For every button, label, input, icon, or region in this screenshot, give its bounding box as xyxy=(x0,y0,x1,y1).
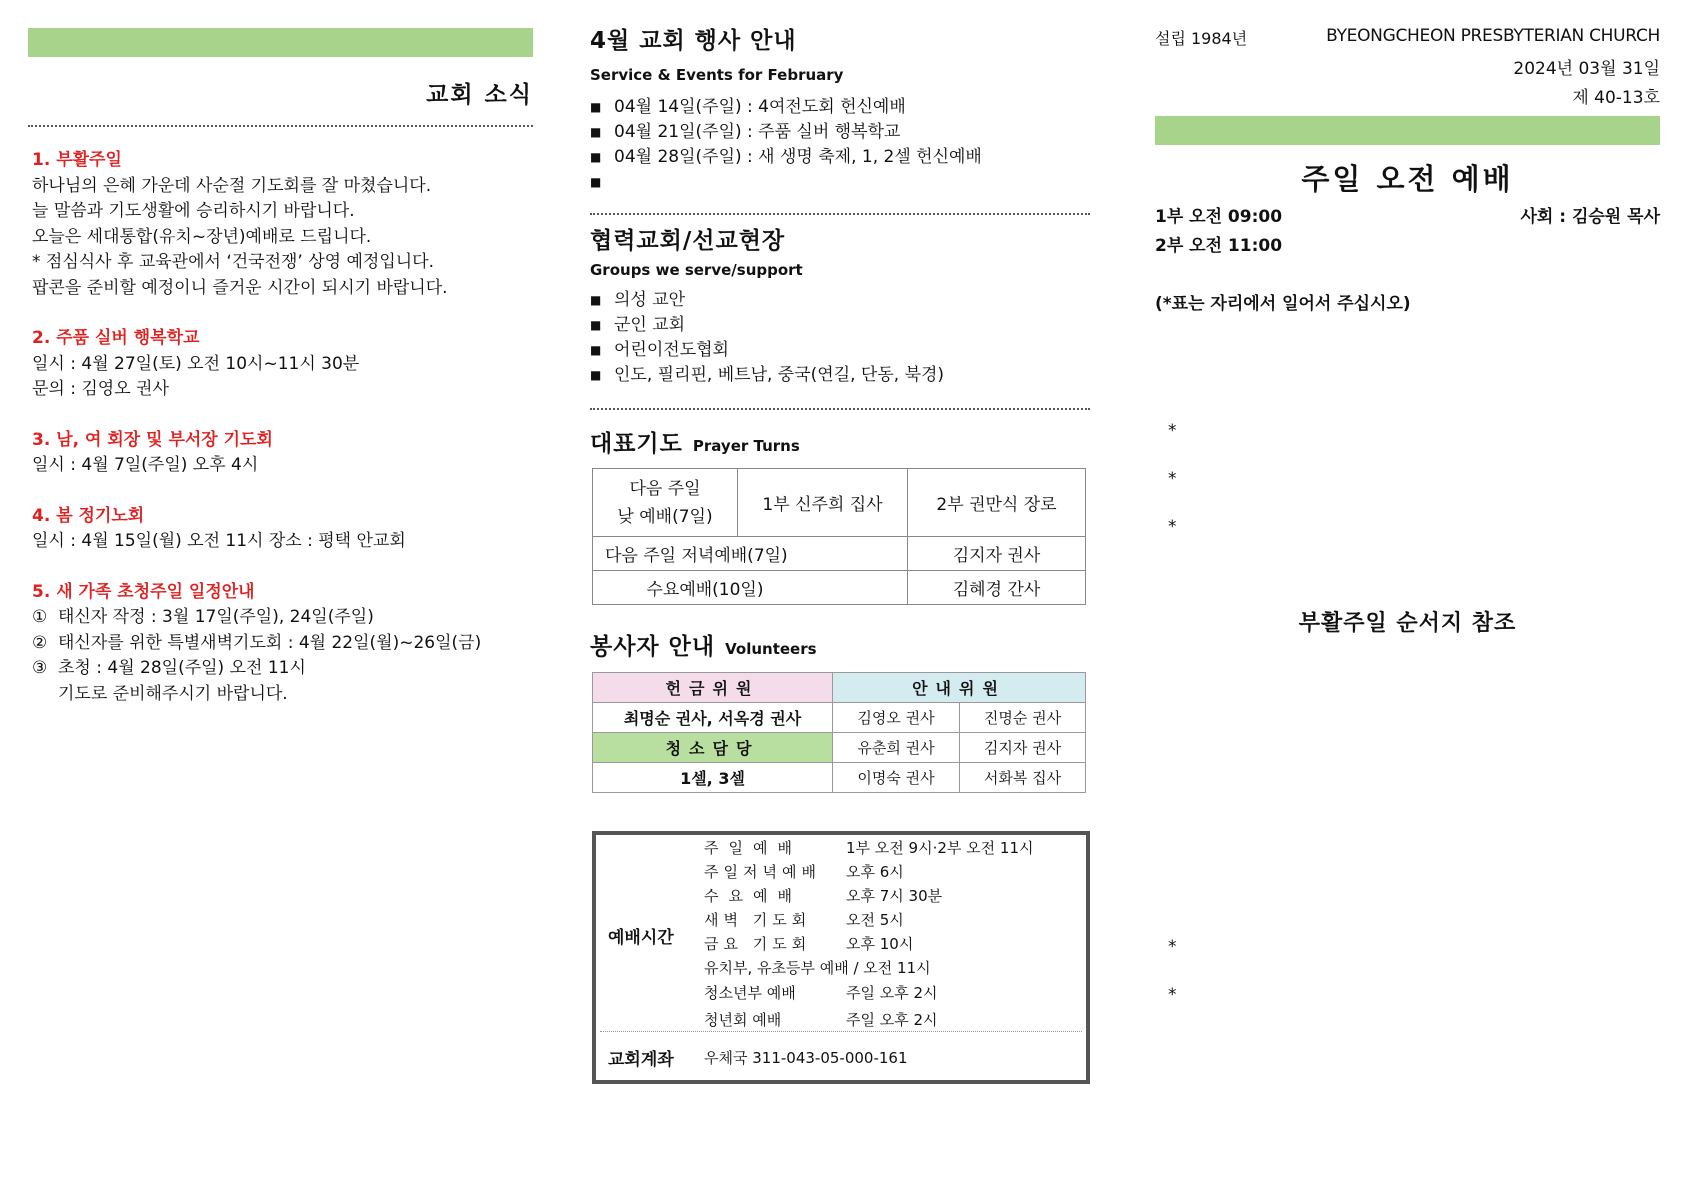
worship-times-box xyxy=(592,831,1090,1084)
bullet-icon: ■ xyxy=(590,125,602,139)
news-heading: 5. 새 가족 초청주일 일정안내 xyxy=(32,581,255,602)
stand-note: (*표는 자리에서 일어서 주십시오) xyxy=(1155,294,1411,314)
prayer-label: 다음 주일 저녁예배(7일) xyxy=(605,546,788,566)
guide-name: 이명숙 권사 xyxy=(833,763,960,793)
table-row xyxy=(593,571,1086,605)
church-name: BYEONGCHEON PRESBYTERIAN CHURCH xyxy=(1326,26,1660,46)
news-item xyxy=(32,326,537,403)
bullet-icon: ■ xyxy=(590,100,602,114)
event-item xyxy=(590,145,1090,170)
group-item xyxy=(590,288,1090,313)
news-line: 하나님의 은혜 가운데 사순절 기도회를 잘 마쳤습니다. xyxy=(32,175,432,196)
guide-name: 진명순 권사 xyxy=(960,703,1086,733)
stand-marker: * xyxy=(1168,421,1177,441)
worship-name: 금요 기도회 xyxy=(704,934,812,953)
circled-number: ② xyxy=(32,632,48,653)
right-accent-bar xyxy=(1155,116,1660,145)
news-title: 교회 소식 xyxy=(426,82,533,108)
group-text: 군인 교회 xyxy=(614,315,686,335)
worship-times-list xyxy=(704,835,1084,1033)
groups-list xyxy=(590,288,1090,388)
prayer-cell: 김혜경 간사 xyxy=(908,571,1086,605)
worship-time: 1부 오전 9시·2부 오전 11시 xyxy=(846,838,1034,857)
numbered-line xyxy=(32,631,537,657)
group-item xyxy=(590,313,1090,338)
prayer-label-line: 다음 주일 xyxy=(629,478,701,499)
event-item xyxy=(590,95,1090,120)
numbered-text: 태신자를 위한 특별새벽기도회 : 4월 22일(월)~26일(금) xyxy=(58,632,482,653)
cleaning-header: 청소담당 xyxy=(593,733,833,763)
table-row xyxy=(593,703,1086,733)
group-text: 어린이전도협회 xyxy=(614,340,729,360)
prayer-label-line: 낮 예배(7일) xyxy=(617,506,713,527)
stand-marker: * xyxy=(1168,937,1177,957)
order-reference-note: 부활주일 순서지 참조 xyxy=(1298,611,1517,636)
worship-name: 유치부, 유초등부 예배 / 오전 11시 xyxy=(704,958,931,977)
bullet-icon: ■ xyxy=(590,293,602,307)
guide-name: 유춘희 권사 xyxy=(833,733,960,763)
prayer-cell: 수요예배(10일) xyxy=(593,571,908,605)
bullet-icon: ■ xyxy=(590,150,602,164)
news-heading: 4. 봄 정기노회 xyxy=(32,505,145,526)
groups-subtitle: Groups we serve/support xyxy=(590,261,803,279)
table-row xyxy=(593,537,1086,571)
prayer-table xyxy=(592,468,1086,605)
worship-row xyxy=(704,859,1084,883)
numbered-text: 기도로 준비해주시기 바랍니다. xyxy=(58,683,288,704)
group-item xyxy=(590,363,1090,388)
event-item xyxy=(590,120,1090,145)
bullet-icon: ■ xyxy=(590,343,602,357)
worship-row xyxy=(704,979,1084,1005)
prayer-subtitle: Prayer Turns xyxy=(692,437,800,455)
worship-row xyxy=(704,955,1084,979)
table-row xyxy=(593,763,1086,793)
circled-number xyxy=(32,682,58,708)
volunteers-title: 봉사자 안내 xyxy=(590,634,716,660)
worship-time: 오후 6시 xyxy=(846,862,904,881)
worship-row xyxy=(704,907,1084,931)
news-line: 팝콘을 준비할 예정이니 즐거운 시간이 되시기 바랍니다. xyxy=(32,277,448,298)
worship-name: 청소년부 예배 xyxy=(704,983,796,1002)
account-value: 우체국 311-043-05-000-161 xyxy=(704,1049,908,1067)
bulletin-date: 2024년 03월 31일 xyxy=(1513,59,1660,79)
news-line: 늘 말씀과 기도생활에 승리하시기 바랍니다. xyxy=(32,201,355,221)
prayer-cell: 김지자 권사 xyxy=(908,537,1086,571)
cleaning-names: 1셀, 3셀 xyxy=(593,763,833,793)
news-line: * 점심식사 후 교육관에서 ‘건국전쟁’ 상영 예정입니다. xyxy=(32,252,434,272)
worship-name: 수요예배 xyxy=(704,886,802,905)
volunteers-heading xyxy=(590,628,817,661)
service-time-1: 1부 오전 09:00 xyxy=(1155,207,1283,227)
bullet-icon: ■ xyxy=(590,318,602,332)
news-heading: 1. 부활주일 xyxy=(32,150,122,170)
bullet-icon: ■ xyxy=(590,368,602,382)
dotted-divider xyxy=(28,125,533,127)
event-text: 04월 28일(주일) : 새 생명 축제, 1, 2셀 헌신예배 xyxy=(614,147,982,167)
news-line: 일시 : 4월 7일(주일) 오후 4시 xyxy=(32,455,259,475)
stand-marker: * xyxy=(1168,517,1177,537)
dotted-divider xyxy=(600,1031,1082,1032)
numbered-text: 태신자 작정 : 3월 17일(주일), 24일(주일) xyxy=(58,607,374,627)
worship-name: 주일저녁예배 xyxy=(704,862,821,881)
bullet-icon: ■ xyxy=(590,175,602,189)
news-item xyxy=(32,148,537,301)
worship-row xyxy=(704,1005,1084,1033)
volunteers-table xyxy=(592,672,1086,793)
volunteers-subtitle: Volunteers xyxy=(725,640,817,658)
worship-time: 오후 7시 30분 xyxy=(846,886,943,905)
worship-name: 주일예배 xyxy=(704,838,802,857)
group-text: 인도, 필리핀, 베트남, 중국(연길, 단동, 북경) xyxy=(614,365,945,385)
worship-time: 주일 오후 2시 xyxy=(846,983,938,1002)
guide-header: 안내위원 xyxy=(833,673,1086,703)
news-item xyxy=(32,428,537,479)
stand-marker: * xyxy=(1168,469,1177,489)
worship-times-label: 예배시간 xyxy=(608,928,674,948)
offering-names: 최명순 권사, 서옥경 권사 xyxy=(593,703,833,733)
numbered-text: 초청 : 4월 28일(주일) 오전 11시 xyxy=(58,658,306,678)
numbered-line xyxy=(32,605,537,631)
service-time-2: 2부 오전 11:00 xyxy=(1155,236,1283,256)
prayer-cell xyxy=(593,537,908,571)
guide-name: 김영오 권사 xyxy=(833,703,960,733)
prayer-cell xyxy=(593,469,738,537)
events-list xyxy=(590,95,1090,195)
worship-row xyxy=(704,931,1084,955)
news-line: 오늘은 세대통합(유치~장년)예배로 드립니다. xyxy=(32,226,372,247)
numbered-line xyxy=(32,656,537,682)
group-text: 의성 교안 xyxy=(614,290,686,310)
worship-time: 오후 10시 xyxy=(846,934,914,953)
table-row xyxy=(593,733,1086,763)
news-line: 일시 : 4월 15일(월) 오전 11시 장소 : 평택 안교회 xyxy=(32,531,406,551)
stand-marker: * xyxy=(1168,985,1177,1005)
table-row xyxy=(593,469,1086,537)
guide-name: 김지자 권사 xyxy=(960,733,1086,763)
worship-name: 새벽 기도회 xyxy=(704,910,812,929)
news-item xyxy=(32,504,537,555)
worship-row xyxy=(704,883,1084,907)
offering-header: 헌금위원 xyxy=(593,673,833,703)
guide-name: 서화복 집사 xyxy=(960,763,1086,793)
groups-title: 협력교회/선교현장 xyxy=(590,228,786,254)
news-line: 문의 : 김영오 권사 xyxy=(32,379,169,399)
events-title: 4월 교회 행사 안내 xyxy=(590,28,797,54)
circled-number: ③ xyxy=(32,658,48,678)
news-list xyxy=(32,148,537,732)
established-year: 설립 1984년 xyxy=(1155,29,1248,48)
table-row xyxy=(593,673,1086,703)
prayer-cell: 1부 신주희 집사 xyxy=(738,469,908,537)
dotted-divider xyxy=(590,213,1090,215)
issue-number: 제 40-13호 xyxy=(1572,88,1660,108)
event-text: 04월 21일(주일) : 주품 실버 행복학교 xyxy=(614,122,901,142)
worship-row xyxy=(704,835,1084,859)
event-text: 04월 14일(주일) : 4여전도회 헌신예배 xyxy=(614,97,906,117)
left-accent-bar xyxy=(28,28,533,57)
news-heading: 2. 주품 실버 행복학교 xyxy=(32,328,200,348)
worship-time: 오전 5시 xyxy=(846,910,904,929)
circled-number: ① xyxy=(32,607,48,627)
prayer-cell: 2부 권만식 장로 xyxy=(908,469,1086,537)
prayer-title: 대표기도 xyxy=(590,431,683,457)
dotted-divider xyxy=(590,408,1090,410)
worship-name: 청년회 예배 xyxy=(704,1010,782,1029)
news-item xyxy=(32,580,537,708)
event-item xyxy=(590,170,1090,195)
service-host: 사회 : 김승원 목사 xyxy=(1520,207,1660,227)
service-title: 주일 오전 예배 xyxy=(1301,162,1514,196)
news-heading: 3. 남, 여 회장 및 부서장 기도회 xyxy=(32,429,273,450)
worship-time: 주일 오후 2시 xyxy=(846,1010,938,1029)
prayer-heading xyxy=(590,425,800,458)
group-item xyxy=(590,338,1090,363)
numbered-line xyxy=(32,682,537,708)
news-line: 일시 : 4월 27일(토) 오전 10시~11시 30분 xyxy=(32,353,360,374)
account-label: 교회계좌 xyxy=(608,1050,674,1070)
events-subtitle: Service & Events for February xyxy=(590,66,844,84)
